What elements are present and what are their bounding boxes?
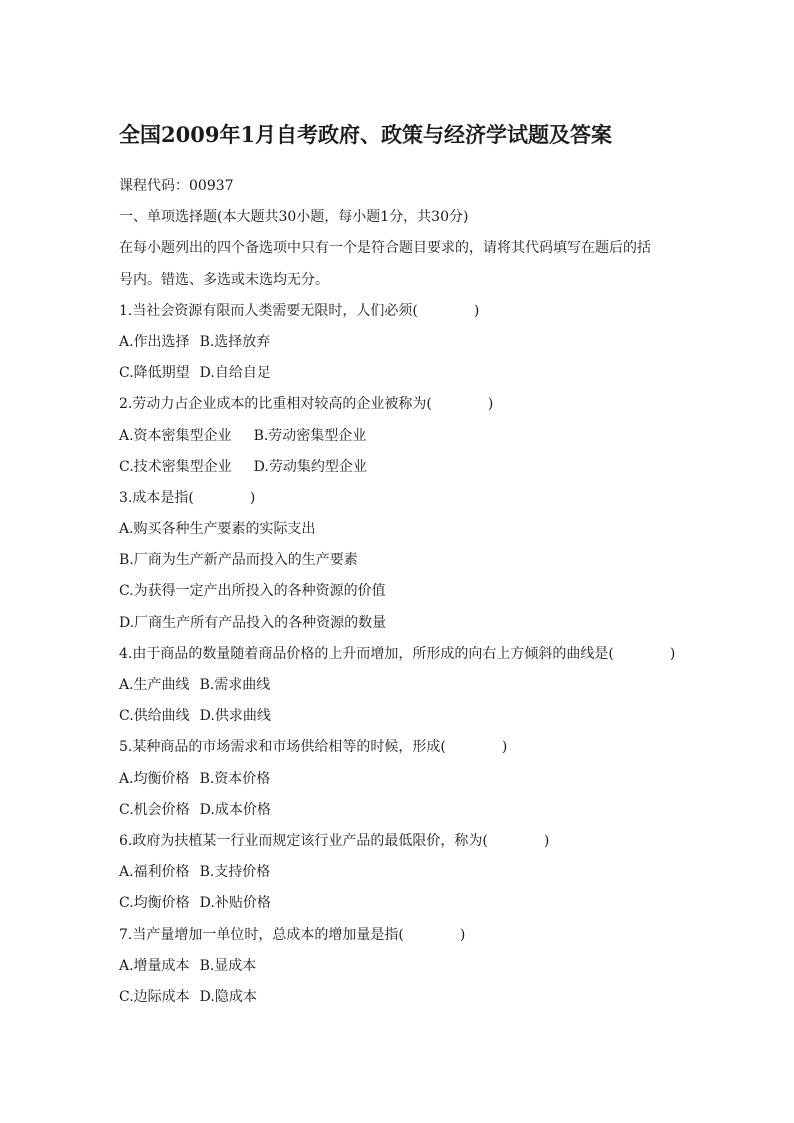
option-row [119,951,719,982]
option: C.机会价格 [119,801,190,818]
question-stem: 5.某种商品的市场需求和市场供给相等的时候，形成( ) [119,739,508,756]
option: A.均衡价格 [119,770,190,787]
option-row [119,670,719,701]
option: A.资本密集型企业 [119,427,232,444]
option: D.成本价格 [199,801,271,818]
option: C.均衡价格 [119,895,190,912]
option-row [119,857,719,888]
instruction-line: 号内。错选、多选或未选均无分。 [119,271,329,288]
question-stem: 2.劳动力占企业成本的比重相对较高的企业被称为( ) [119,396,494,413]
option: A.生产曲线 [119,677,190,693]
option: B.显成本 [199,957,257,974]
option: B.劳动密集型企业 [253,427,367,444]
option: C.降低期望 [119,365,190,382]
option: A.福利价格 [119,864,190,881]
question-stem: 1.当社会资源有限而人类需要无限时，人们必须( ) [119,302,480,319]
option: D.补贴价格 [199,895,271,912]
document-title: 全国2009年1月自考政府、政策与经济学试题及答案 [119,122,613,147]
option-row [119,327,719,358]
option: B.支持价格 [199,864,271,881]
course-code: 课程代码：00937 [119,178,234,194]
question-stem: 6.政府为扶植某一行业而规定该行业产品的最低限价，称为( ) [119,832,550,849]
option: B.厂商为生产新产品而投入的生产要素 [119,552,358,569]
option: D.供求曲线 [199,708,271,725]
option-row [119,888,719,919]
question-stem: 4.由于商品的数量随着商品价格的上升而增加，所形成的向右上方倾斜的曲线是( ) [119,645,676,662]
option: B.资本价格 [199,770,271,787]
document-body [119,171,719,1013]
instruction-line: 在每小题列出的四个备选项中只有一个是符合题目要求的，请将其代码填写在题后的括 [119,240,651,257]
option-row [119,701,719,732]
option: B.需求曲线 [199,677,271,693]
option-row [119,358,719,389]
option-row [119,764,719,795]
option-row [119,452,719,483]
option: D.厂商生产所有产品投入的各种资源的数量 [119,614,387,631]
option: D.隐成本 [199,988,257,1005]
question-stem: 3.成本是指( ) [119,489,256,506]
section-heading: 一、单项选择题(本大题共30小题，每小题1分，共30分) [119,209,469,226]
option: C.供给曲线 [119,708,190,725]
option: C.技术密集型企业 [119,458,232,475]
option-row [119,795,719,826]
option: A.作出选择 [119,333,190,350]
option: C.边际成本 [119,988,190,1005]
option-row [119,982,719,1013]
option: B.选择放弃 [199,333,271,350]
option: D.劳动集约型企业 [253,458,367,475]
option-row [119,421,719,452]
option: D.自给自足 [199,365,271,382]
option: A.增量成本 [119,957,190,974]
option: C.为获得一定产出所投入的各种资源的价值 [119,583,386,600]
question-stem: 7.当产量增加一单位时，总成本的增加量是指( ) [119,926,466,943]
option: A.购买各种生产要素的实际支出 [119,521,316,538]
